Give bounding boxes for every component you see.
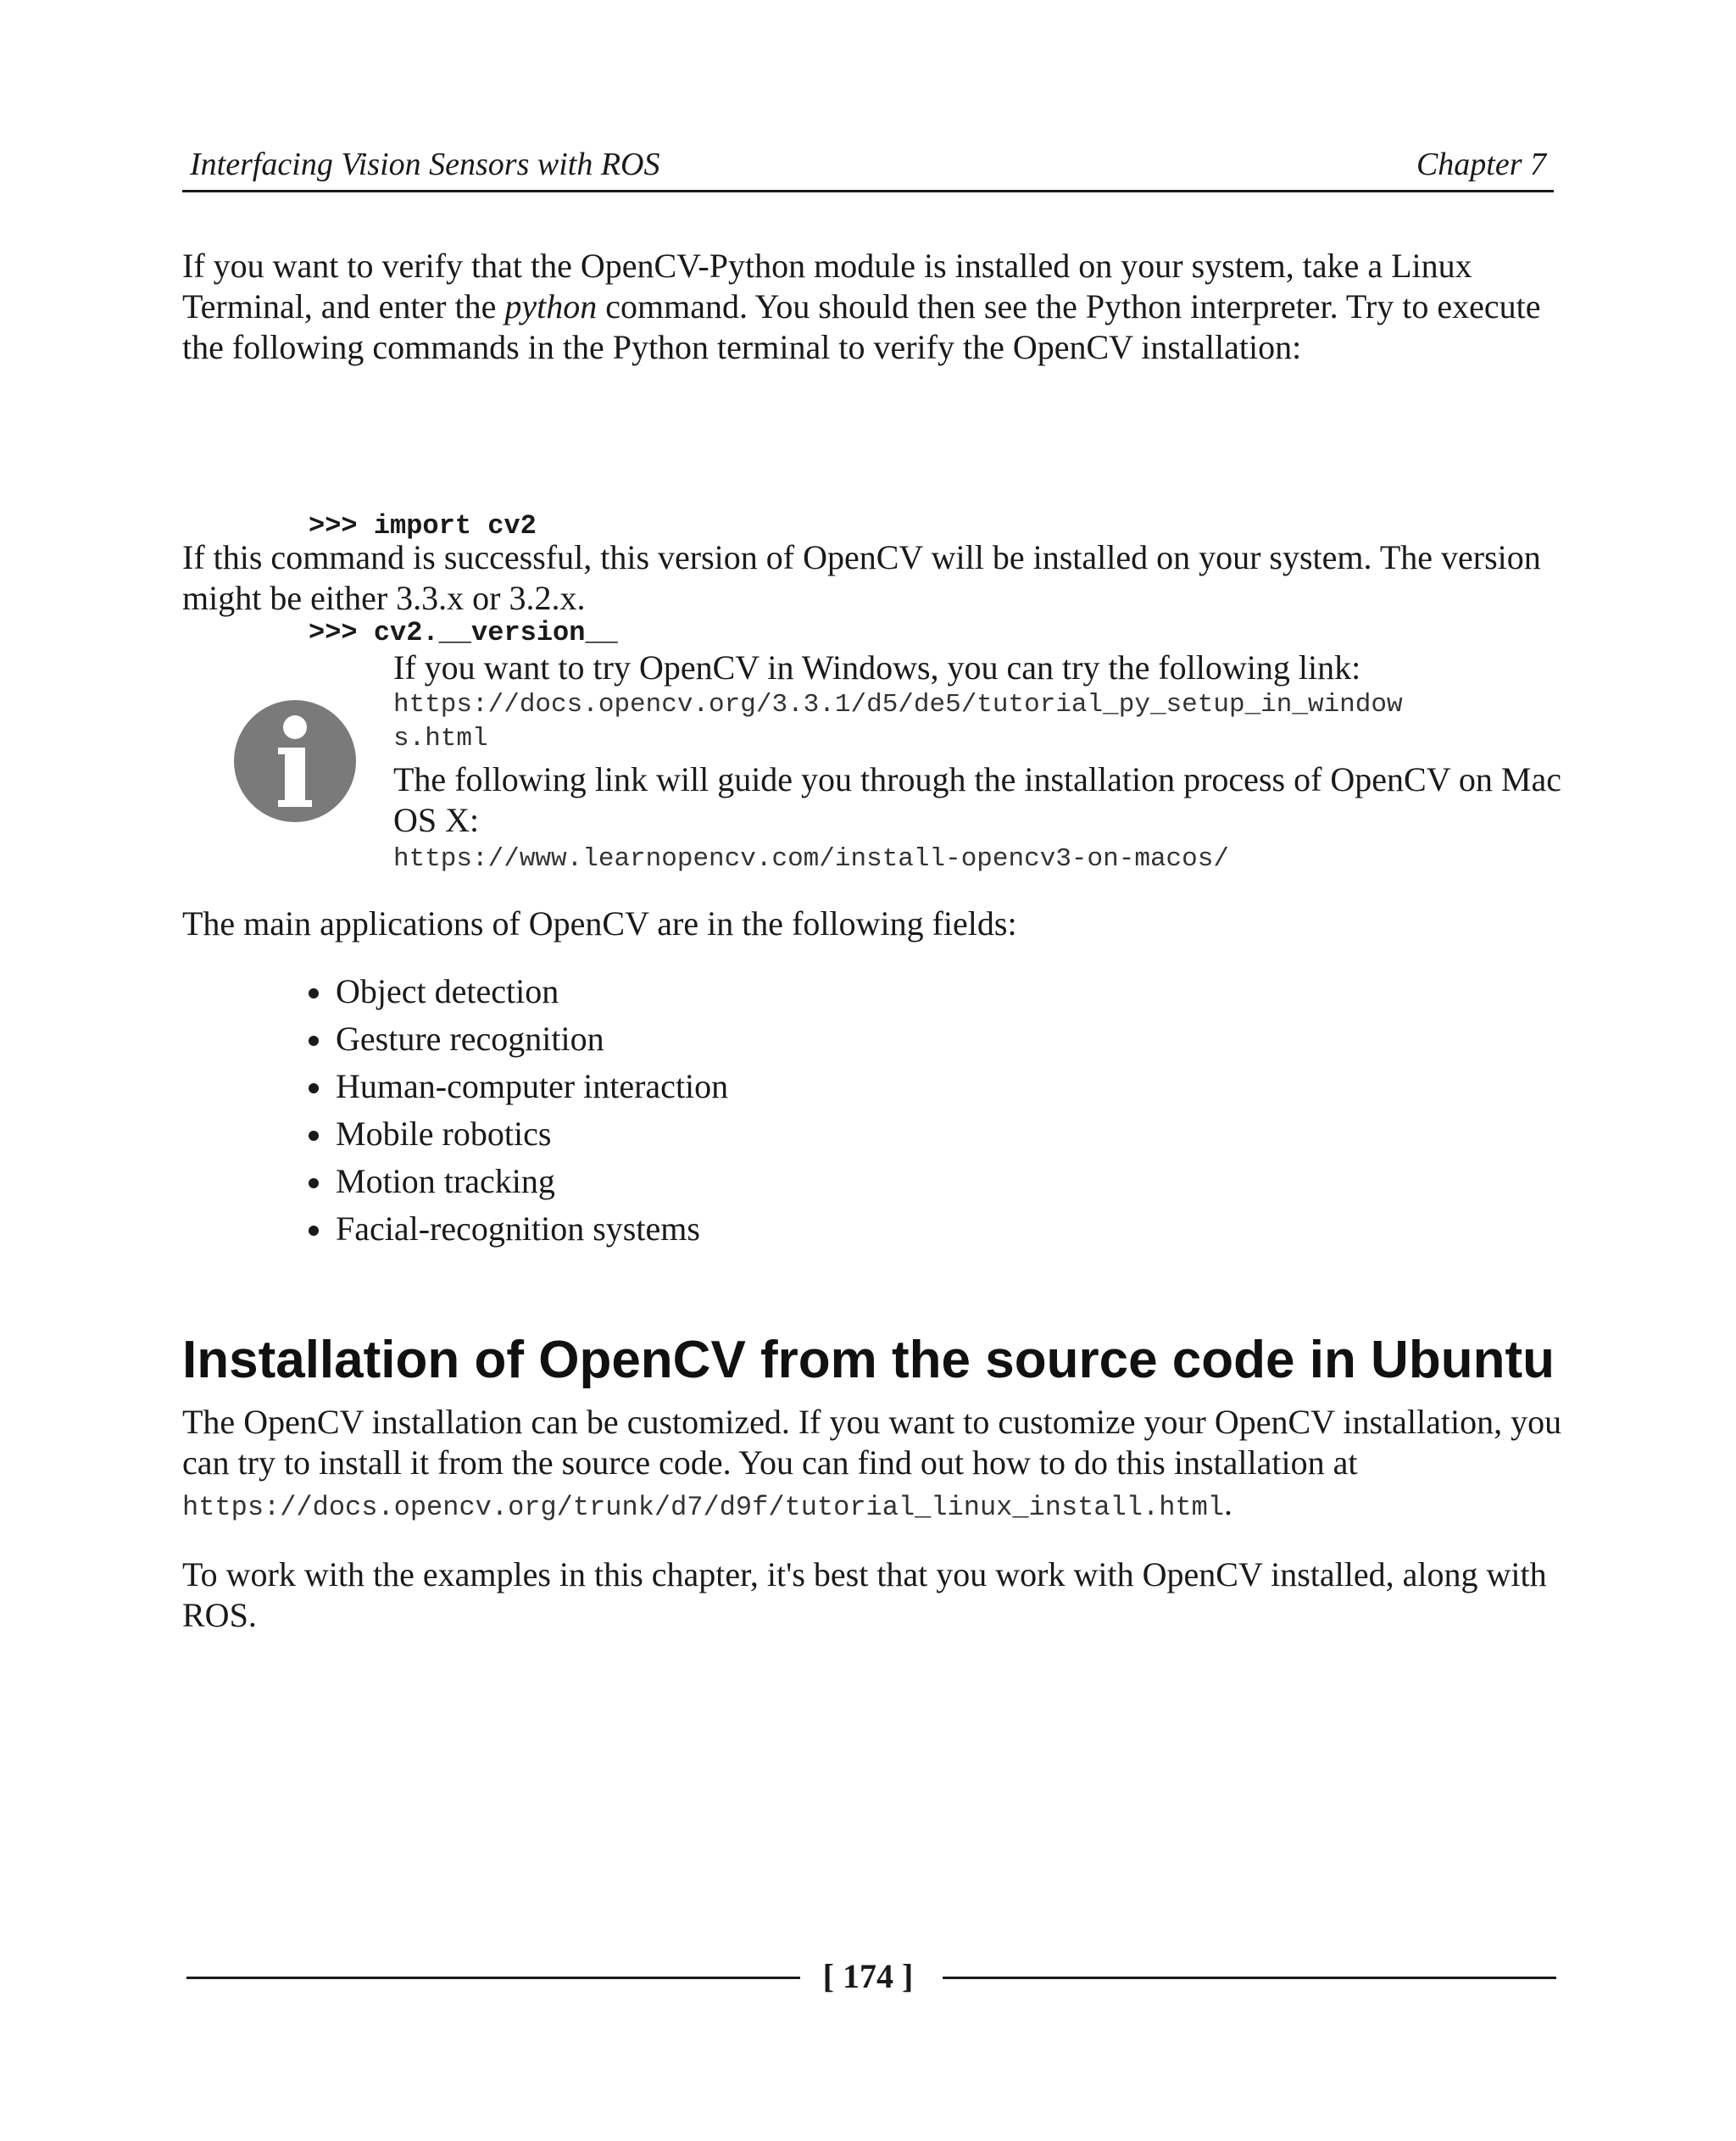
section-heading: Installation of OpenCV from the source code in Ubuntu	[182, 1331, 1555, 1389]
applications-intro: The main applications of OpenCV are in the following fields:	[182, 904, 1017, 943]
list-item: Mobile robotics	[303, 1110, 728, 1158]
list-item: Human-computer interaction	[303, 1063, 728, 1110]
code-line: >>> cv2.__version__	[309, 617, 618, 648]
list-item: Object detection	[303, 968, 728, 1015]
intro-paragraph	[182, 246, 1572, 368]
page-number: [ 174 ]	[822, 1957, 914, 1995]
after-code-paragraph: If this command is successful, this version of OpenCV will be installed on your system. The version might be either 3.3.x or 3.2.x.	[182, 538, 1541, 617]
source-install-link[interactable]: https://docs.opencv.org/trunk/d7/d9f/tutorial_linux_install.html	[182, 1492, 1224, 1523]
list-item: Gesture recognition	[303, 1015, 728, 1063]
info-note	[393, 648, 1597, 876]
section-paragraph-1-end: .	[1224, 1484, 1232, 1522]
note-link-windows-part2[interactable]: s.html	[393, 724, 488, 754]
section-paragraph-1	[182, 1402, 1572, 1528]
list-item: Facial-recognition systems	[303, 1205, 728, 1253]
section-paragraph-2: To work with the examples in this chapter, it's best that you work with OpenCV installed, along with ROS.	[182, 1555, 1547, 1634]
applications-list	[303, 968, 728, 1253]
list-item: Motion tracking	[303, 1158, 728, 1205]
note-line-mac: The following link will guide you through the installation process of OpenCV on Mac OS X:	[393, 760, 1561, 839]
intro-text-2: command. You should then see the Python interpreter. Try to execute the following commands in the Python terminal to verify the OpenCV installation:	[182, 287, 1541, 366]
note-link-windows[interactable]	[393, 688, 1597, 756]
code-line: >>> import cv2	[309, 510, 537, 542]
section-paragraph-1-text: The OpenCV installation can be customized. If you want to customize your OpenCV installation, you can try to install it from the source code. You can find out how to do this installation at	[182, 1403, 1562, 1482]
running-header	[182, 142, 1554, 192]
info-icon	[234, 700, 356, 822]
header-chapter-title: Interfacing Vision Sensors with ROS	[190, 147, 660, 182]
note-line-windows: If you want to try OpenCV in Windows, you can try the following link:	[393, 648, 1361, 687]
note-link-windows-part1[interactable]: https://docs.opencv.org/3.3.1/d5/de5/tutorial_py_setup_in_window	[393, 690, 1403, 720]
intro-text-1: If you want to verify that the OpenCV-Python module is installed on your system, take a Linux Terminal, and enter the	[182, 247, 1472, 325]
header-chapter-number: Chapter 7	[1416, 147, 1546, 182]
intro-emphasis: python	[504, 287, 598, 325]
note-link-mac[interactable]: https://www.learnopencv.com/install-opencv3-on-macos/	[393, 844, 1229, 874]
